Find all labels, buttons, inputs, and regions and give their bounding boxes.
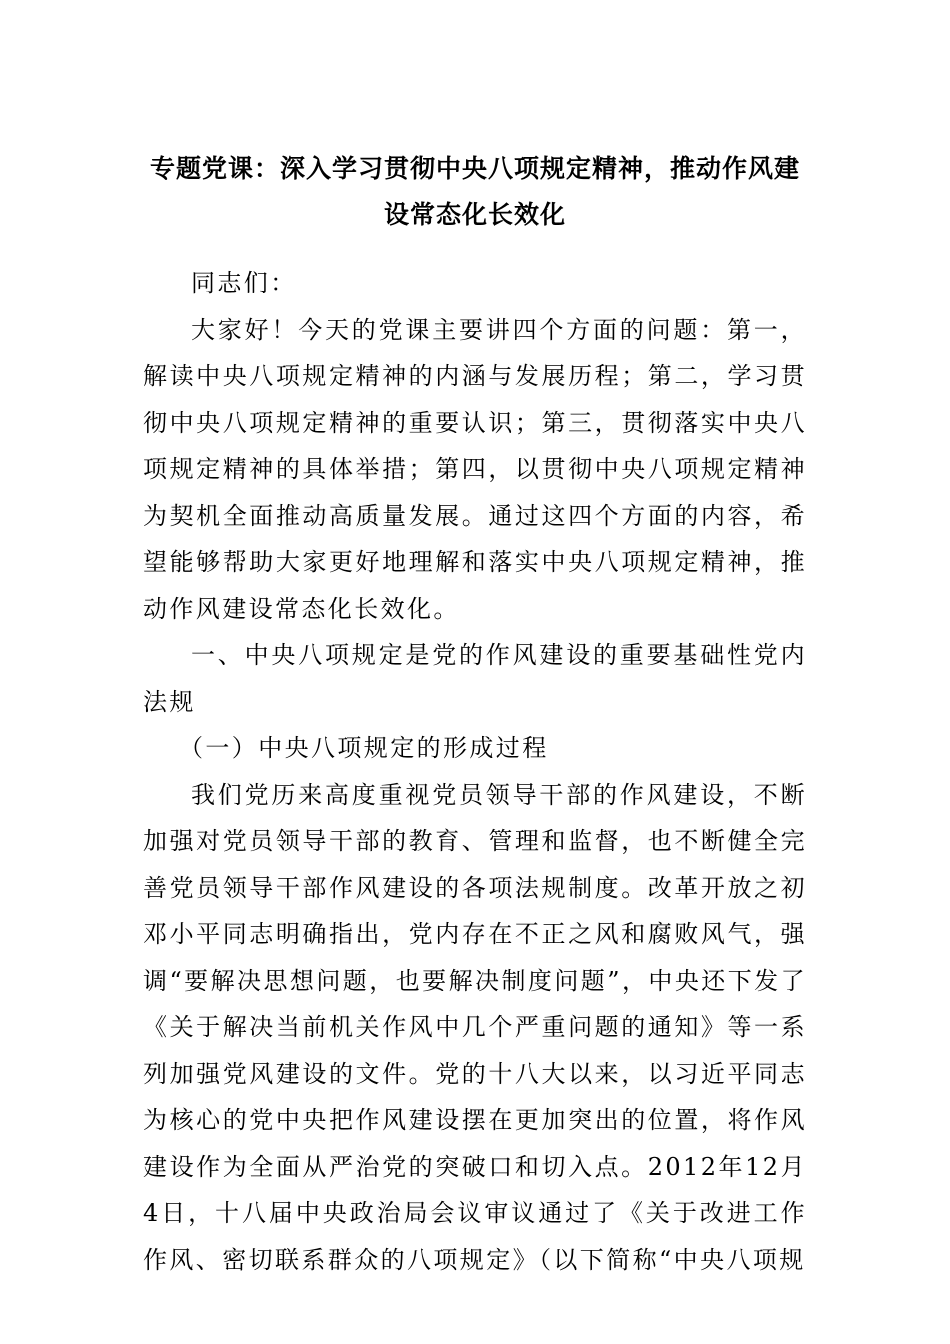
document-body xyxy=(143,260,807,1283)
intro-paragraph: 大家好！今天的党课主要讲四个方面的问题：第一，解读中央八项规定精神的内涵与发展历程；第二，学习贯彻中央八项规定精神的重要认识；第三，贯彻落实中央八项规定精神的具体举措；第四，以贯彻中央八项规定精神为契机全面推动高质量发展。通过这四个方面的内容，希望能够帮助大家更好地理解和落实中央八项规定精神，推动作风建设常态化长效化。 xyxy=(143,315,807,623)
salutation: 同志们： xyxy=(191,269,297,297)
document-title: 专题党课：深入学习贯彻中央八项规定精神，推动作风建设常态化长效化 xyxy=(149,154,800,229)
body-paragraph: 我们党历来高度重视党员领导干部的作风建设，不断加强对党员领导干部的教育、管理和监督，也不断健全完善党员领导干部作风建设的各项法规制度。改革开放之初邓小平同志明确指出，党内存在不正之风和腐败风气，强调“要解决思想问题，也要解决制度问题”，中央还下发了《关于解决当前机关作风中几个严重问题的通知》等一系列加强党风建设的文件。党的十八大以来，以习近平同志为核心的党中央把作风建设摆在更加突出的位置，将作风建设作为全面从严治党的突破口和切入点。2012年12月4日，十八届中央政治局会议审议通过了《关于改进工作作风、密切联系群众的八项规定》（以下简称“中央八项规 xyxy=(143,780,807,1274)
section-heading: 一、中央八项规定是党的作风建设的重要基础性党内法规 xyxy=(143,641,807,716)
subsection-heading: （一）中央八项规定的形成过程 xyxy=(179,734,549,762)
